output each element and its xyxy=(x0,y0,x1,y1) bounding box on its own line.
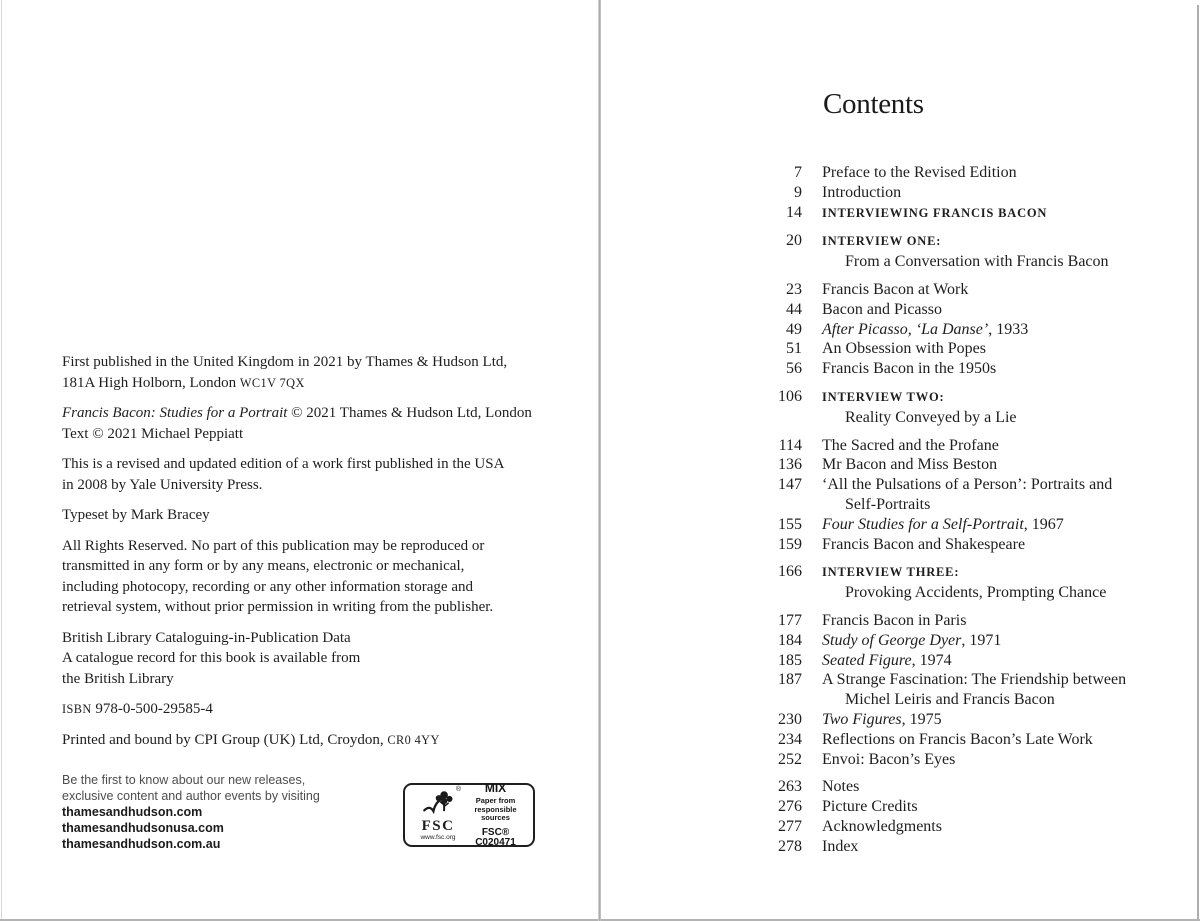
toc-entry xyxy=(601,436,1198,456)
newsletter-block xyxy=(62,772,320,852)
toc-page-number: 230 xyxy=(778,710,802,728)
toc-entry-title-suffix: , 1971 xyxy=(961,631,1002,649)
colophon-paragraph xyxy=(62,628,552,690)
toc-entry-title: Acknowledgments xyxy=(822,817,942,835)
colophon-paragraph xyxy=(62,352,552,393)
toc-page-number: 185 xyxy=(778,651,802,669)
text-segment: Printed and bound by CPI Group (UK) Ltd, Croydon, xyxy=(62,731,388,748)
toc-page-number: 56 xyxy=(786,360,802,378)
toc-entry xyxy=(601,163,1198,183)
toc-page-number: 20 xyxy=(786,232,802,250)
toc-entry-title: Francis Bacon in the 1950s xyxy=(822,360,997,378)
text-segment: First published in the United Kingdom in 2021 by Thames & Hudson Ltd, xyxy=(62,354,508,370)
text-segment: the British Library xyxy=(62,670,174,687)
toc-page-number: 277 xyxy=(778,817,802,835)
text-segment: Typeset by Mark Bracey xyxy=(62,507,210,523)
toc-entry-title: Preface to the Revised Edition xyxy=(822,164,1017,181)
toc-entry-title: Francis Bacon at Work xyxy=(822,280,969,298)
toc-entry-title-italic: Four Studies for a Self-Portrait xyxy=(822,515,1024,533)
colophon-line xyxy=(62,730,552,751)
toc-page-number: 51 xyxy=(786,340,802,358)
toc-entry-subtitle: From a Conversation with Francis Bacon xyxy=(845,253,1109,271)
toc-entry xyxy=(601,670,1198,690)
text-segment: All Rights Reserved. No part of this publication may be reproduced or xyxy=(62,537,485,554)
toc-entry-title: Envoi: Bacon’s Eyes xyxy=(822,750,956,768)
colophon-line xyxy=(62,648,552,669)
toc-page-number: 177 xyxy=(778,611,802,629)
toc-entry-title: Reflections on Francis Bacon’s Late Work xyxy=(822,730,1093,748)
toc-entry-title-suffix: , 1967 xyxy=(1023,515,1064,533)
publisher-url: thamesandhudson.com.au xyxy=(62,837,221,851)
text-segment: © 2021 Thames & Hudson Ltd, London xyxy=(287,405,532,421)
toc-entry-title xyxy=(802,631,1001,651)
toc-entry-title: INTERVIEWING FRANCIS BACON xyxy=(822,205,1048,220)
toc-entry xyxy=(601,359,1198,379)
text-segment: retrieval system, without prior permission in writing from the publisher. xyxy=(62,599,494,615)
fsc-mix-label: MIX xyxy=(484,781,507,796)
colophon-line xyxy=(62,454,552,475)
colophon-line xyxy=(62,352,552,373)
colophon xyxy=(62,352,552,760)
colophon-line xyxy=(62,536,552,557)
toc-entry xyxy=(601,339,1198,359)
toc-entry xyxy=(601,203,1198,224)
toc-page-number: 49 xyxy=(786,320,802,338)
colophon-paragraph xyxy=(62,403,552,444)
fsc-certification-text xyxy=(464,782,527,848)
text-segment: This is a revised and updated edition of a work first published in the USA xyxy=(62,456,505,472)
fsc-brand-text: FSC xyxy=(421,817,455,834)
toc-entry xyxy=(601,475,1198,495)
toc-entry-title: Index xyxy=(822,837,859,855)
publisher-url: thamesandhudson.com xyxy=(62,805,203,819)
toc-entry-title: INTERVIEW ONE: xyxy=(822,234,942,249)
text-segment: Francis Bacon: Studies for a Portrait xyxy=(62,405,288,421)
colophon-line xyxy=(62,403,552,424)
toc-entry xyxy=(601,455,1198,475)
toc-entry xyxy=(601,280,1198,300)
text-segment: ISBN xyxy=(62,702,92,716)
publisher-url: thamesandhudsonusa.com xyxy=(62,821,224,835)
colophon-paragraph xyxy=(62,454,552,495)
toc-entry-title: An Obsession with Popes xyxy=(822,340,987,358)
toc-entry xyxy=(601,710,1198,730)
toc-entry-title: Francis Bacon and Shakespeare xyxy=(822,535,1026,553)
toc-entry-title: The Sacred and the Profane xyxy=(822,436,999,454)
toc-page-number: 187 xyxy=(778,671,802,689)
toc-entry-title-italic: Study of George Dyer xyxy=(822,631,962,649)
toc-entry xyxy=(601,777,1198,797)
fsc-logo xyxy=(412,785,464,842)
toc-page-number: 106 xyxy=(778,387,802,405)
toc-entry-title: A Strange Fascination: The Friendship between xyxy=(822,671,1127,689)
toc-entry xyxy=(601,183,1198,203)
colophon-line xyxy=(62,628,552,649)
fsc-licence-code: FSC® C020471 xyxy=(475,826,516,848)
toc-entry xyxy=(601,515,1198,535)
newsletter-line: exclusive content and author events by visiting xyxy=(62,789,320,803)
toc-entry-title-suffix: , 1933 xyxy=(988,320,1029,338)
toc-entry xyxy=(601,300,1198,320)
toc-entry xyxy=(601,320,1198,340)
toc-entry xyxy=(601,631,1198,651)
colophon-line xyxy=(62,424,552,445)
toc-entry-title: INTERVIEW TWO: xyxy=(822,389,945,404)
colophon-paragraph xyxy=(62,699,552,720)
toc-entry-title-italic: Two Figures xyxy=(822,710,902,728)
text-segment: including photocopy, recording or any other information storage and xyxy=(62,578,473,595)
toc-page-number: 184 xyxy=(778,631,802,649)
toc-page-number: 23 xyxy=(786,280,802,298)
fsc-description xyxy=(464,797,527,823)
toc-list xyxy=(601,163,1198,857)
toc-page-number: 136 xyxy=(778,456,802,474)
colophon-line xyxy=(62,475,552,496)
colophon-line xyxy=(62,577,552,598)
toc-entry xyxy=(601,797,1198,817)
toc-entry-title xyxy=(802,320,1028,340)
toc-entry-subtitle: Provoking Accidents, Prompting Chance xyxy=(845,584,1107,602)
toc-page-number: 14 xyxy=(786,203,802,221)
fsc-website: www.fsc.org xyxy=(420,833,456,841)
registered-mark: ® xyxy=(455,785,461,793)
toc-entry xyxy=(601,231,1198,252)
toc-entry-continuation: Self-Portraits xyxy=(845,495,931,513)
toc-page-number: 166 xyxy=(778,563,802,581)
colophon-paragraph xyxy=(62,730,552,751)
toc-entry-title-suffix: , 1974 xyxy=(911,651,952,669)
colophon-line xyxy=(62,556,552,577)
toc-page-number: 114 xyxy=(778,436,802,454)
colophon-line xyxy=(62,597,552,618)
toc-entry xyxy=(601,562,1198,583)
toc-entry-title-italic: After Picasso, ‘La Danse’ xyxy=(822,320,989,338)
toc-page-number: 263 xyxy=(778,778,802,796)
toc-entry-title xyxy=(802,515,1064,535)
toc-page-number: 7 xyxy=(794,164,802,181)
toc-entry-title: Francis Bacon in Paris xyxy=(822,611,967,629)
toc-entry xyxy=(601,387,1198,408)
toc-page-number: 147 xyxy=(778,476,802,494)
toc-page-number: 9 xyxy=(794,183,802,201)
toc-page-number: 155 xyxy=(778,515,802,533)
toc-entry-title: Notes xyxy=(822,778,860,796)
newsletter-line: Be the first to know about our new releases, xyxy=(62,773,306,787)
toc-page-number: 159 xyxy=(778,535,802,553)
toc-entry-title xyxy=(802,651,952,671)
toc-page-number: 278 xyxy=(778,837,802,855)
toc-entry xyxy=(601,817,1198,837)
fsc-tree-icon xyxy=(421,789,455,818)
toc-entry-title: ‘All the Pulsations of a Person’: Portraits and xyxy=(822,476,1113,494)
text-segment: Text © 2021 Michael Peppiatt xyxy=(62,425,244,442)
page-title: Contents xyxy=(823,88,924,120)
text-segment: transmitted in any form or by any means, electronic or mechanical, xyxy=(62,558,465,574)
toc-entry-title: Introduction xyxy=(822,183,902,201)
toc-entry-continuation: Michel Leiris and Francis Bacon xyxy=(845,691,1055,709)
toc-entry-title-italic: Seated Figure xyxy=(822,651,912,669)
toc-entry-title-suffix: , 1975 xyxy=(901,710,942,728)
toc-entry xyxy=(601,750,1198,770)
toc-entry-title: INTERVIEW THREE: xyxy=(822,565,960,580)
text-segment: CR0 4YY xyxy=(387,732,440,747)
fsc-description-line: responsible sources xyxy=(474,804,517,823)
colophon-line xyxy=(62,669,552,690)
toc-entry xyxy=(601,730,1198,750)
toc-entry xyxy=(601,535,1198,555)
toc-entry-title xyxy=(802,710,942,730)
text-segment: A catalogue record for this book is available from xyxy=(62,650,361,666)
toc-page-number: 252 xyxy=(778,750,802,768)
toc-page-number: 276 xyxy=(778,798,802,816)
toc-entry xyxy=(601,611,1198,631)
copyright-page xyxy=(2,0,598,921)
colophon-line xyxy=(62,699,552,720)
toc-entry-subtitle: Reality Conveyed by a Lie xyxy=(845,408,1017,426)
toc-entry xyxy=(601,651,1198,671)
toc-page-number: 234 xyxy=(778,730,802,748)
text-segment: British Library Cataloguing-in-Publication Data xyxy=(62,629,351,646)
text-segment: 181A High Holborn, London xyxy=(62,374,240,391)
toc-entry-title: Mr Bacon and Miss Beston xyxy=(822,456,998,474)
colophon-paragraph xyxy=(62,536,552,618)
text-segment: WC1V 7QX xyxy=(239,375,305,390)
colophon-line xyxy=(62,505,552,526)
toc-entry-title: Picture Credits xyxy=(822,798,918,816)
toc-entry xyxy=(601,837,1198,857)
text-segment: in 2008 by Yale University Press. xyxy=(62,476,263,493)
toc-entry-title: Bacon and Picasso xyxy=(822,300,942,318)
text-segment: 978-0-500-29585-4 xyxy=(91,701,213,717)
fsc-label xyxy=(403,783,535,847)
colophon-line xyxy=(62,373,552,394)
contents-page xyxy=(601,0,1198,921)
toc-page-number: 44 xyxy=(786,300,802,318)
fsc-description-line: Paper from xyxy=(475,796,516,806)
colophon-paragraph xyxy=(62,505,552,526)
